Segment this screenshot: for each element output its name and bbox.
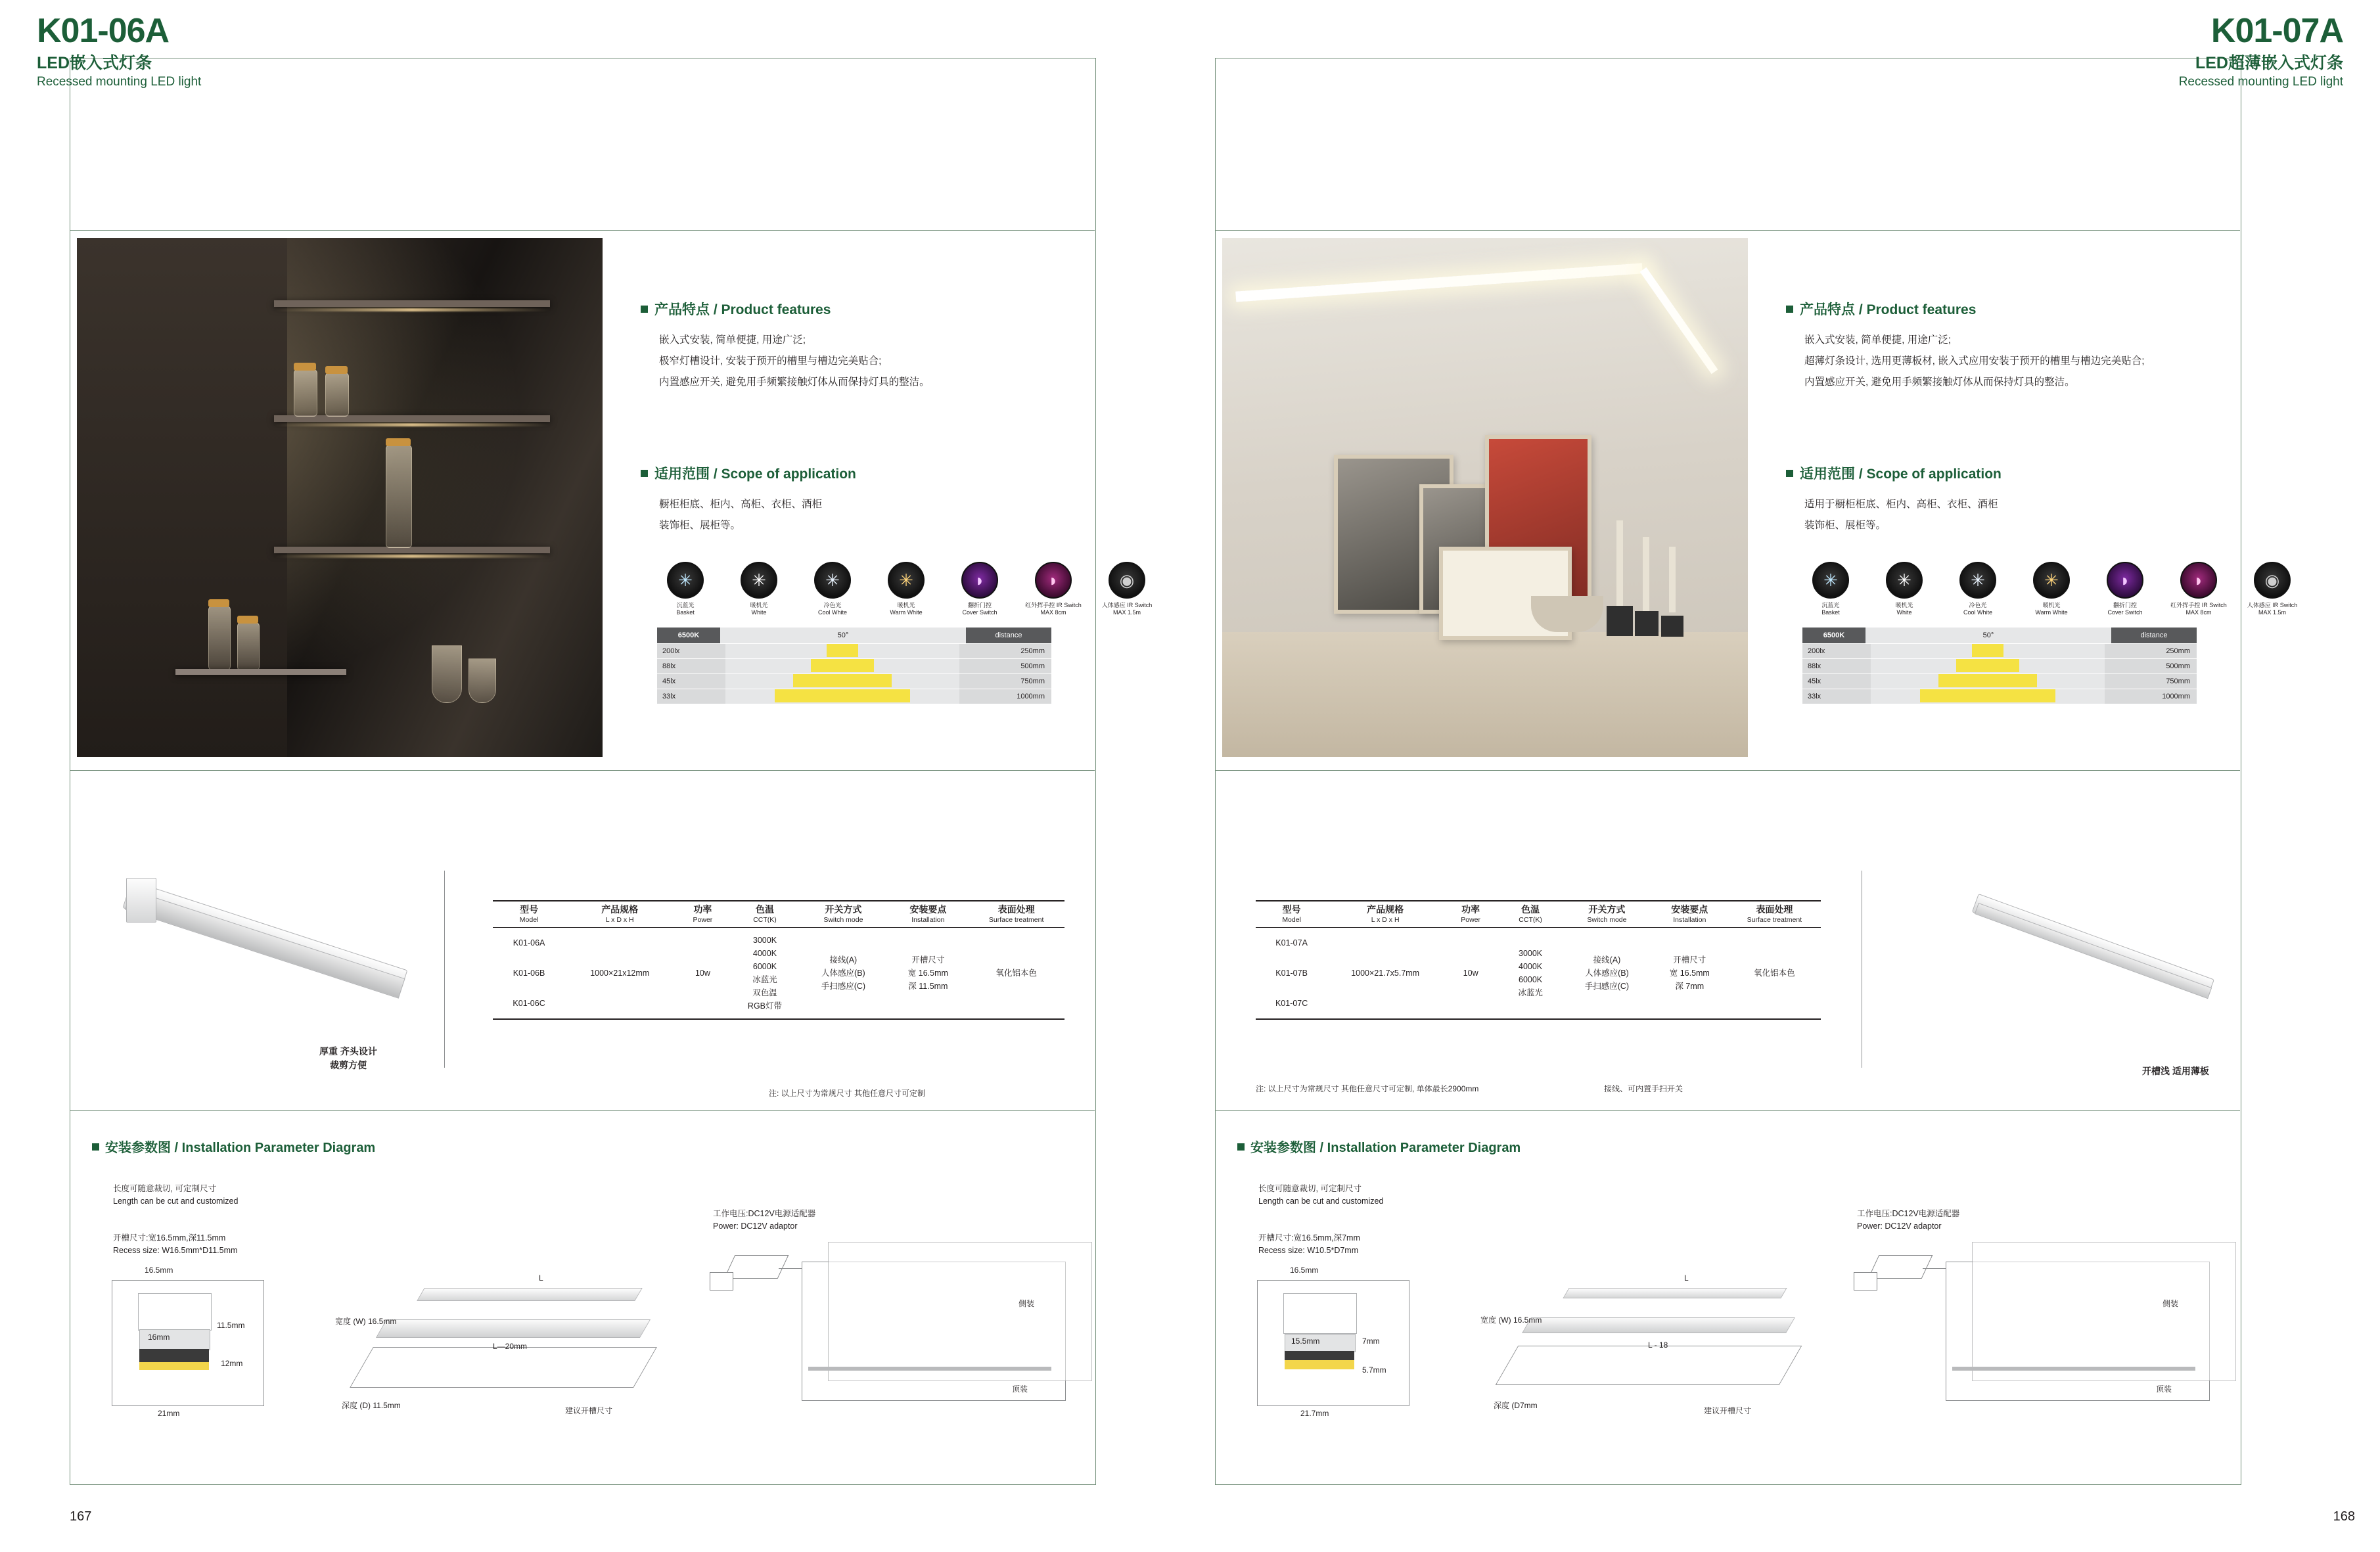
recess-note: 开槽尺寸:宽16.5mm,深11.5mm Recess size: W16.5mm*D11.5mm (113, 1233, 238, 1256)
lux-value: 45lx (657, 674, 725, 689)
dim-inner: 16mm (148, 1333, 170, 1342)
length-note: 长度可随意裁切, 可定制尺寸 Length can be cut and customized (1258, 1184, 1384, 1206)
distance-label: distance (966, 628, 1051, 643)
model-value: K01-06B (513, 968, 545, 978)
spec-table-grid (1256, 902, 1821, 1018)
icon-white: ✳ 暖机光 White (731, 562, 787, 617)
photometric-row (1802, 689, 2197, 704)
icon-warm-white: ✳ 暖机光 Warm White (2023, 562, 2080, 617)
table-row (1256, 927, 1821, 958)
size-value: 1000×21x12mm (590, 968, 650, 978)
lux-value: 88lx (657, 659, 725, 673)
feature-icon-row (657, 562, 1155, 617)
power-value: 10w (1463, 968, 1478, 978)
label-side: 侧装 (2163, 1299, 2179, 1308)
switch-value: 接线(A) 人体感应(B) 手扫感应(C) (1584, 955, 1630, 991)
dim-top: 16.5mm (145, 1266, 173, 1275)
product-name-cn: LED超薄嵌入式灯条 (2195, 53, 2343, 72)
length-note: 长度可随意裁切, 可定制尺寸 Length can be cut and customized (113, 1184, 239, 1206)
photometric-table (1802, 628, 2197, 704)
scope-item: 橱柜柜底、柜内、高柜、衣柜、酒柜 (659, 499, 823, 510)
icon-max-distance: ◉ 人体感应 IR Switch MAX 1.5m (1099, 562, 1155, 617)
install-heading: 安装参数图 / Installation Parameter Diagram (92, 1137, 375, 1156)
size-value: 1000×21.7x5.7mm (1351, 968, 1420, 978)
product-render (125, 874, 427, 1058)
switch-value: 接线(A) 人体感应(B) 手扫感应(C) (821, 955, 866, 991)
product-code: K01-07A (2210, 12, 2343, 50)
iso-strip-diagram (1480, 1268, 1842, 1432)
label-top: 顶装 (1012, 1384, 1028, 1394)
spec-header-row (1256, 902, 1821, 927)
dim-right-bottom: 5.7mm (1362, 1365, 1386, 1375)
bullet-square-icon (641, 306, 648, 313)
spec-note: 注: 以上尺寸为常规尺寸 其他任意尺寸可定制, 单体最长2900mm (1256, 1084, 1479, 1093)
icon-cool-white: ✳ 冷色光 Cool White (1950, 562, 2006, 617)
distance-value: 250mm (959, 644, 1051, 658)
label-minus: L - 18 (1648, 1340, 1668, 1350)
hero-photo-desk (1222, 238, 1748, 757)
power-value: 10w (695, 968, 710, 978)
bullet-square-icon (1786, 470, 1793, 477)
cross-section-diagram (1257, 1266, 1441, 1438)
dim-right-top: 7mm (1362, 1336, 1380, 1346)
product-title-right (2179, 13, 2343, 89)
spec-col-cct: 色温 CCT(K) (1498, 902, 1563, 927)
label-width: 宽度 (W) 16.5mm (1480, 1315, 1542, 1325)
dim-bottom: 21.7mm (1300, 1409, 1329, 1418)
feature-item: 超薄灯条设计, 选用更薄板材, 嵌入式应用安装于预开的槽里与槽边完美贴合; (1804, 355, 2145, 367)
power-note: 工作电压:DC12V电源适配器 Power: DC12V adaptor (713, 1209, 816, 1231)
feature-item: 嵌入式安装, 简单便捷, 用途广泛; (1804, 334, 1952, 346)
table-row (493, 927, 1064, 958)
photometric-table (657, 628, 1051, 704)
cross-section-diagram (112, 1266, 296, 1438)
product-code: K01-06A (37, 12, 170, 50)
page-number: 167 (70, 1509, 92, 1524)
photometric-row (657, 673, 1051, 689)
label-depth: 深度 (D7mm (1494, 1401, 1538, 1410)
lux-value: 33lx (1802, 689, 1871, 704)
lux-value: 88lx (1802, 659, 1871, 673)
distance-label: distance (2111, 628, 2197, 643)
label-top: 顶装 (2156, 1384, 2172, 1394)
spec-table (493, 900, 1064, 1020)
lux-value: 45lx (1802, 674, 1871, 689)
model-value: K01-07A (1275, 938, 1308, 947)
scope-heading: 适用范围 / Scope of application (641, 463, 856, 483)
dim-right-top: 11.5mm (217, 1321, 245, 1330)
label-width: 宽度 (W) 16.5mm (335, 1317, 397, 1326)
bullet-square-icon (641, 470, 648, 477)
spec-col-model: 型号 Model (493, 902, 565, 927)
photometric-row (657, 689, 1051, 704)
spec-col-cct: 色温 CCT(K) (731, 902, 799, 927)
spec-table-grid (493, 902, 1064, 1018)
distance-value: 750mm (2105, 674, 2197, 689)
feature-item: 内置感应开关, 避免用手频繁接触灯体从而保持灯具的整洁。 (1804, 376, 2075, 388)
icon-cool-white: ✳ 冷色光 Cool White (804, 562, 861, 617)
distance-value: 500mm (959, 659, 1051, 673)
label-suggest: 建议开槽尺寸 (1704, 1406, 1752, 1415)
scope-list (1804, 494, 2218, 536)
render-caption: 开槽浅 适用薄板 (2142, 1066, 2209, 1076)
features-heading: 产品特点 / Product features (641, 299, 831, 319)
page-right (1190, 0, 2380, 1552)
distance-value: 750mm (959, 674, 1051, 689)
model-value: K01-06A (513, 938, 545, 947)
spec-col-switch: 开关方式 Switch mode (798, 902, 888, 927)
install-value: 开槽尺寸 宽 16.5mm 深 7mm (1669, 955, 1710, 991)
icon-ir-switch: ◗ 红外挥手控 IR Switch MAX 8cm (2170, 562, 2227, 617)
spec-note-2: 接线、可内置手扫开关 (1604, 1084, 1683, 1093)
install-heading: 安装参数图 / Installation Parameter Diagram (1237, 1137, 1521, 1156)
spec-note: 注: 以上尺寸为常规尺寸 其他任意尺寸可定制 (769, 1089, 926, 1098)
beam-angle: 50° (837, 631, 849, 639)
icon-white: ✳ 暖机光 White (1876, 562, 1933, 617)
dim-inner: 15.5mm (1291, 1336, 1320, 1346)
cct-value: 3000K 4000K 6000K 冰蓝光 (1518, 948, 1543, 997)
spec-col-power: 功率 Power (674, 902, 731, 927)
features-list (1804, 330, 2218, 392)
dim-bottom: 21mm (158, 1409, 180, 1418)
feature-item: 内置感应开关, 避免用手频繁接触灯体从而保持灯具的整洁。 (659, 376, 930, 388)
feature-item: 嵌入式安装, 简单便捷, 用途广泛; (659, 334, 806, 346)
bullet-square-icon (1237, 1143, 1245, 1151)
spec-table (1256, 900, 1821, 1020)
lux-value: 200lx (657, 644, 725, 658)
distance-value: 1000mm (2105, 689, 2197, 704)
icon-basket: ✳ 沉蓝光 Basket (657, 562, 714, 617)
spec-col-install: 安装要点 Installation (888, 902, 968, 927)
icon-warm-white: ✳ 暖机光 Warm White (878, 562, 934, 617)
cct-value: 3000K 4000K 6000K 冰蓝光 双色温 RGB灯带 (747, 935, 783, 1011)
surface-value: 氧化铝本色 (995, 968, 1037, 978)
photometric-header-row (657, 628, 1051, 643)
product-title-left (37, 13, 201, 89)
photometric-row (657, 658, 1051, 673)
model-value: K01-07C (1275, 998, 1308, 1008)
divider-top (70, 230, 1095, 231)
cabinet-install-diagram (1854, 1235, 2222, 1432)
spec-col-power: 功率 Power (1443, 902, 1498, 927)
cct-badge: 6500K (1802, 628, 1865, 643)
model-value: K01-06C (513, 998, 545, 1008)
hero-photo-cabinet (77, 238, 603, 757)
spec-col-surface: 表面处理 Surface treatment (1728, 902, 1821, 927)
scope-heading: 适用范围 / Scope of application (1786, 463, 2002, 483)
spec-col-switch: 开关方式 Switch mode (1563, 902, 1651, 927)
icon-max-distance: ◉ 人体感应 IR Switch MAX 1.5m (2244, 562, 2300, 617)
spec-col-model: 型号 Model (1256, 902, 1327, 927)
photometric-row (1802, 673, 2197, 689)
scope-list (659, 494, 1053, 536)
surface-value: 氧化铝本色 (1754, 968, 1795, 978)
photometric-row (1802, 658, 2197, 673)
icon-cover-switch: ◗ 翻折门控 Cover Switch (951, 562, 1008, 617)
divider-mid (1215, 770, 2240, 771)
icon-ir-switch: ◗ 红外挥手控 IR Switch MAX 8cm (1025, 562, 1082, 617)
lux-value: 33lx (657, 689, 725, 704)
cabinet-install-diagram (710, 1235, 1078, 1432)
feature-item: 极窄灯槽设计, 安装于预开的槽里与槽边完美贴合; (659, 355, 882, 367)
scope-item: 装饰柜、展柜等。 (1804, 519, 1887, 531)
icon-cover-switch: ◗ 翻折门控 Cover Switch (2097, 562, 2153, 617)
spec-col-size: 产品规格 L x D x H (565, 902, 674, 927)
divider-top (1215, 230, 2240, 231)
spec-col-install: 安装要点 Installation (1651, 902, 1728, 927)
features-list (659, 330, 1053, 392)
spec-col-surface: 表面处理 Surface treatment (968, 902, 1064, 927)
label-depth: 深度 (D) 11.5mm (342, 1401, 401, 1410)
divider-install (70, 1110, 1095, 1111)
product-name-en: Recessed mounting LED light (37, 74, 202, 89)
scope-item: 装饰柜、展柜等。 (659, 519, 741, 531)
distance-value: 250mm (2105, 644, 2197, 658)
lux-value: 200lx (1802, 644, 1871, 658)
label-suggest: 建议开槽尺寸 (565, 1406, 613, 1415)
power-note: 工作电压:DC12V电源适配器 Power: DC12V adaptor (1857, 1209, 1960, 1231)
photometric-row (657, 643, 1051, 658)
distance-value: 500mm (2105, 659, 2197, 673)
install-value: 开槽尺寸 宽 16.5mm 深 11.5mm (907, 955, 948, 991)
bullet-square-icon (92, 1143, 99, 1151)
label-length: L (539, 1273, 543, 1283)
divider-mid (70, 770, 1095, 771)
distance-value: 1000mm (959, 689, 1051, 704)
scope-item: 适用于橱柜柜底、柜内、高柜、衣柜、酒柜 (1804, 499, 1998, 510)
spec-col-size: 产品规格 L x D x H (1327, 902, 1443, 927)
feature-icon-row (1802, 562, 2300, 617)
bullet-square-icon (1786, 306, 1793, 313)
spec-header-row (493, 902, 1064, 927)
product-render (1979, 874, 2241, 1058)
product-name-en: Recessed mounting LED light (2178, 74, 2343, 89)
product-name-cn: LED嵌入式灯条 (37, 53, 152, 72)
photometric-row (1802, 643, 2197, 658)
icon-basket: ✳ 沉蓝光 Basket (1802, 562, 1859, 617)
model-value: K01-07B (1275, 968, 1308, 978)
cct-badge: 6500K (657, 628, 720, 643)
iso-strip-diagram (335, 1268, 697, 1432)
features-heading: 产品特点 / Product features (1786, 299, 1976, 319)
label-side: 侧装 (1018, 1299, 1035, 1308)
dim-top: 16.5mm (1290, 1266, 1319, 1275)
divider-install (1215, 1110, 2240, 1111)
render-caption: 厚重 齐头设计 裁剪方便 (319, 1046, 377, 1070)
beam-angle: 50° (1982, 631, 1994, 639)
label-minus: L—20mm (493, 1342, 528, 1351)
dim-right-bottom: 12mm (221, 1359, 243, 1368)
recess-note: 开槽尺寸:宽16.5mm,深7mm Recess size: W10.5*D7mm (1258, 1233, 1360, 1256)
photometric-header-row (1802, 628, 2197, 643)
page-number: 168 (2333, 1509, 2355, 1524)
label-length: L (1684, 1273, 1689, 1283)
